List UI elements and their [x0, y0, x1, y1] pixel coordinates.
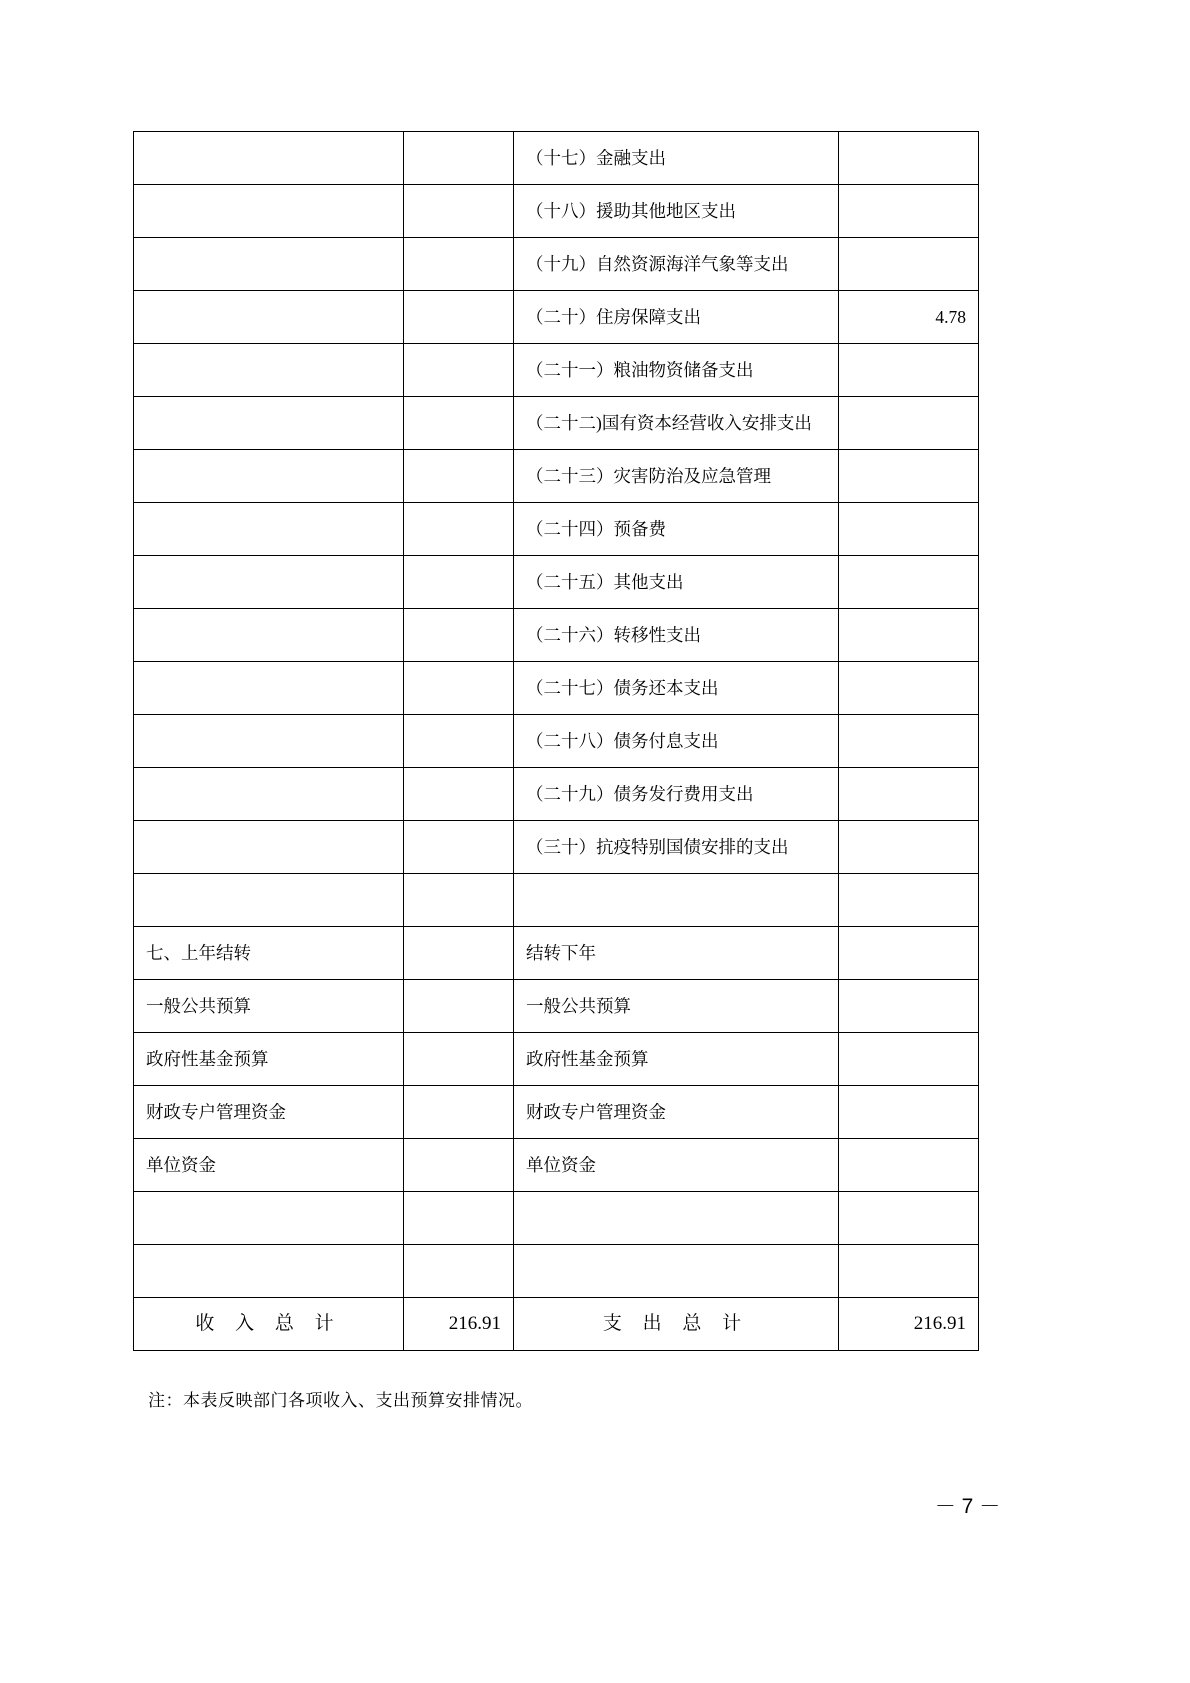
- income-amount-cell: [404, 185, 514, 238]
- expense-amount-cell: [839, 344, 979, 397]
- expense-amount-cell: [839, 450, 979, 503]
- income-amount-cell: [404, 715, 514, 768]
- expense-amount-cell: [839, 556, 979, 609]
- expense-item-cell: （三十）抗疫特别国债安排的支出: [514, 821, 839, 874]
- income-item-cell: 财政专户管理资金: [134, 1086, 404, 1139]
- income-amount-cell: [404, 1192, 514, 1245]
- table-row: [134, 185, 979, 238]
- expense-amount-cell: [839, 1192, 979, 1245]
- table-note: 注：本表反映部门各项收入、支出预算安排情况。: [148, 1391, 533, 1410]
- expense-amount-cell: [839, 768, 979, 821]
- table-row: [134, 980, 979, 1033]
- income-item-cell: [134, 291, 404, 344]
- table-row: [134, 503, 979, 556]
- expense-amount-cell: [839, 238, 979, 291]
- expense-item-cell: （二十三）灾害防治及应急管理: [514, 450, 839, 503]
- income-item-cell: [134, 344, 404, 397]
- table-row-blank: [134, 1192, 979, 1245]
- income-item-cell: [134, 821, 404, 874]
- income-amount-cell: [404, 609, 514, 662]
- table-row: [134, 344, 979, 397]
- table-row: [134, 662, 979, 715]
- income-amount-cell: [404, 821, 514, 874]
- expense-amount-cell: 4.78: [839, 291, 979, 344]
- budget-table-body: [134, 132, 979, 1351]
- table-row-blank: [134, 1245, 979, 1298]
- table-row: [134, 238, 979, 291]
- expense-item-cell: 财政专户管理资金: [514, 1086, 839, 1139]
- expense-item-cell: 单位资金: [514, 1139, 839, 1192]
- income-item-cell: [134, 874, 404, 927]
- expense-amount-cell: [839, 1245, 979, 1298]
- income-item-cell: 七、上年结转: [134, 927, 404, 980]
- income-amount-cell: [404, 291, 514, 344]
- income-amount-cell: [404, 132, 514, 185]
- expense-item-cell: （二十九）债务发行费用支出: [514, 768, 839, 821]
- expense-item-cell: 政府性基金预算: [514, 1033, 839, 1086]
- expense-amount-cell: [839, 397, 979, 450]
- table-row: [134, 1139, 979, 1192]
- income-item-cell: [134, 397, 404, 450]
- table-total-row: [134, 1298, 979, 1351]
- expense-item-cell: （二十五）其他支出: [514, 556, 839, 609]
- income-amount-cell: [404, 344, 514, 397]
- income-total-value: 216.91: [404, 1298, 514, 1351]
- expense-item-cell: （十八）援助其他地区支出: [514, 185, 839, 238]
- income-item-cell: 单位资金: [134, 1139, 404, 1192]
- income-amount-cell: [404, 768, 514, 821]
- table-row: [134, 609, 979, 662]
- table-row: [134, 715, 979, 768]
- expense-item-cell: （二十八）债务付息支出: [514, 715, 839, 768]
- income-item-cell: [134, 503, 404, 556]
- income-item-cell: [134, 1192, 404, 1245]
- table-row: [134, 821, 979, 874]
- income-item-cell: [134, 662, 404, 715]
- page-number: [0, 1490, 1190, 1520]
- income-amount-cell: [404, 927, 514, 980]
- expense-amount-cell: [839, 1033, 979, 1086]
- expense-amount-cell: [839, 132, 979, 185]
- expense-item-cell: （二十六）转移性支出: [514, 609, 839, 662]
- income-amount-cell: [404, 980, 514, 1033]
- expense-item-cell: （十九）自然资源海洋气象等支出: [514, 238, 839, 291]
- expense-item-cell: （二十七）债务还本支出: [514, 662, 839, 715]
- expense-amount-cell: [839, 662, 979, 715]
- expense-amount-cell: [839, 1139, 979, 1192]
- table-row: [134, 291, 979, 344]
- table-row: [134, 927, 979, 980]
- income-item-cell: [134, 768, 404, 821]
- income-item-cell: [134, 556, 404, 609]
- table-row: [134, 450, 979, 503]
- income-amount-cell: [404, 1033, 514, 1086]
- expense-item-cell: （十七）金融支出: [514, 132, 839, 185]
- page-number-value: 7: [961, 1495, 974, 1518]
- expense-amount-cell: [839, 715, 979, 768]
- expense-item-cell: [514, 1192, 839, 1245]
- income-amount-cell: [404, 503, 514, 556]
- expense-amount-cell: [839, 185, 979, 238]
- income-item-cell: 一般公共预算: [134, 980, 404, 1033]
- income-amount-cell: [404, 1086, 514, 1139]
- budget-table-container: [133, 131, 978, 1351]
- expense-amount-cell: [839, 821, 979, 874]
- income-amount-cell: [404, 238, 514, 291]
- income-item-cell: [134, 1245, 404, 1298]
- expense-item-cell: （二十）住房保障支出: [514, 291, 839, 344]
- page-number-prefix: －: [934, 1494, 956, 1518]
- income-item-cell: [134, 185, 404, 238]
- income-item-cell: [134, 450, 404, 503]
- expense-amount-cell: [839, 927, 979, 980]
- expense-total-value: 216.91: [839, 1298, 979, 1351]
- table-row: [134, 132, 979, 185]
- expense-amount-cell: [839, 980, 979, 1033]
- table-row: [134, 556, 979, 609]
- table-row: [134, 397, 979, 450]
- table-row: [134, 1033, 979, 1086]
- expense-item-cell: 一般公共预算: [514, 980, 839, 1033]
- income-item-cell: [134, 609, 404, 662]
- expense-amount-cell: [839, 1086, 979, 1139]
- expense-amount-cell: [839, 874, 979, 927]
- expense-item-cell: （二十二)国有资本经营收入安排支出: [514, 397, 839, 450]
- income-amount-cell: [404, 556, 514, 609]
- income-amount-cell: [404, 874, 514, 927]
- table-row: [134, 1086, 979, 1139]
- expense-item-cell: （二十四）预备费: [514, 503, 839, 556]
- income-amount-cell: [404, 1245, 514, 1298]
- expense-item-cell: [514, 1245, 839, 1298]
- expense-amount-cell: [839, 503, 979, 556]
- table-row-blank: [134, 874, 979, 927]
- page-number-suffix: －: [979, 1494, 1001, 1518]
- income-item-cell: [134, 132, 404, 185]
- income-amount-cell: [404, 397, 514, 450]
- income-amount-cell: [404, 662, 514, 715]
- income-total-label: 收 入 总 计: [134, 1298, 404, 1351]
- expense-item-cell: [514, 874, 839, 927]
- expense-item-cell: 结转下年: [514, 927, 839, 980]
- income-amount-cell: [404, 1139, 514, 1192]
- expense-item-cell: （二十一）粮油物资储备支出: [514, 344, 839, 397]
- expense-amount-cell: [839, 609, 979, 662]
- income-item-cell: 政府性基金预算: [134, 1033, 404, 1086]
- income-item-cell: [134, 715, 404, 768]
- income-amount-cell: [404, 450, 514, 503]
- budget-table: [133, 131, 979, 1351]
- table-row: [134, 768, 979, 821]
- expense-total-label: 支 出 总 计: [514, 1298, 839, 1351]
- income-item-cell: [134, 238, 404, 291]
